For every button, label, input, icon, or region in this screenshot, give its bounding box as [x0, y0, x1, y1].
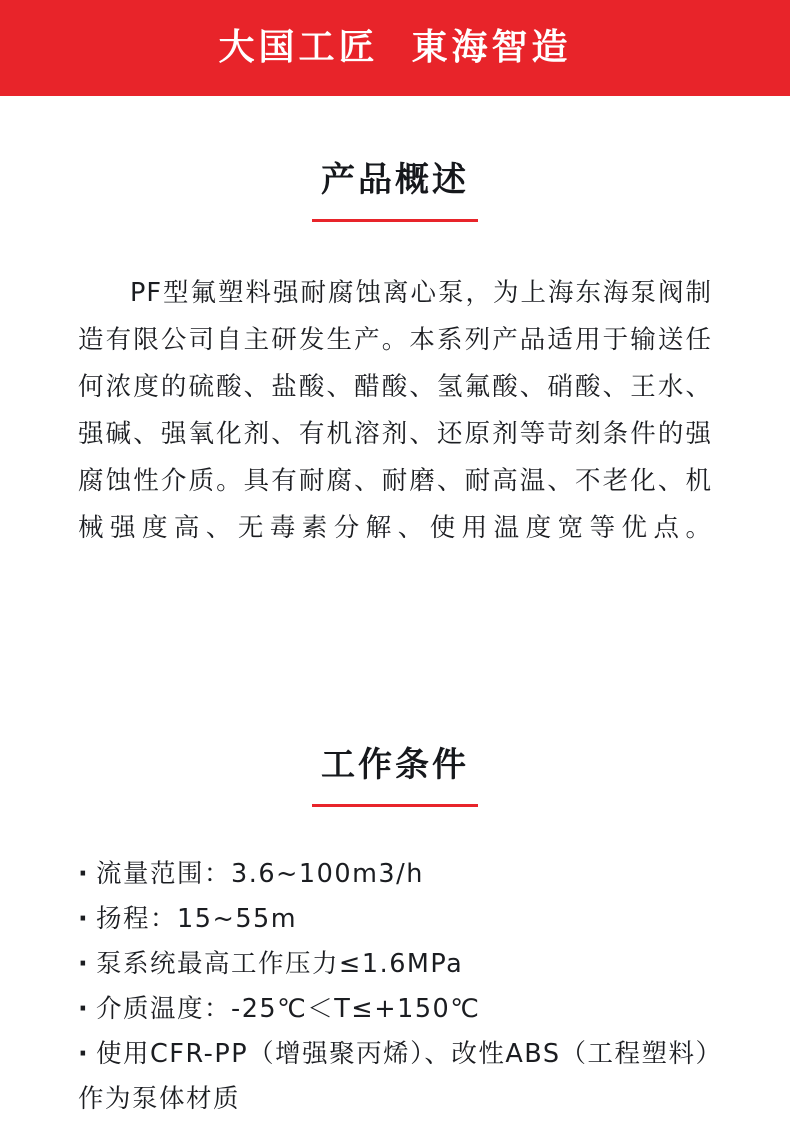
banner-title: 大国工匠 東海智造 [218, 27, 572, 68]
section-title-working-conditions: 工作条件 [321, 745, 469, 785]
section-underline [312, 804, 478, 807]
section-working-conditions [0, 745, 790, 1122]
list-item: · 介质温度：-25℃＜T≤+150℃ [78, 987, 720, 1032]
header-banner [0, 0, 790, 96]
list-item: · 流量范围：3.6~100m3/h [78, 852, 720, 897]
working-conditions-list [0, 852, 790, 1122]
section-product-overview [0, 160, 790, 552]
section-header [0, 745, 790, 807]
list-item: · 扬程：15~55m [78, 897, 720, 942]
overview-paragraph: PF型氟塑料强耐腐蚀离心泵，为上海东海泵阀制造有限公司自主研发生产。本系列产品适用于输送任何浓度的硫酸、盐酸、醋酸、氢氟酸、硝酸、王水、强碱、强氧化剂、有机溶剂、还原剂等苛刻条件的强腐蚀性介质。具有耐腐、耐磨、耐高温、不老化、机械强度高、无毒素分解、使用温度宽等优点。 [78, 277, 712, 543]
section-title-overview: 产品概述 [321, 160, 469, 200]
section-header [0, 160, 790, 222]
list-item: · 使用CFR-PP（增强聚丙烯）、改性ABS（工程塑料）作为泵体材质 [78, 1032, 720, 1122]
list-item: · 泵系统最高工作压力≤1.6MPa [78, 942, 720, 987]
section-underline [312, 219, 478, 222]
